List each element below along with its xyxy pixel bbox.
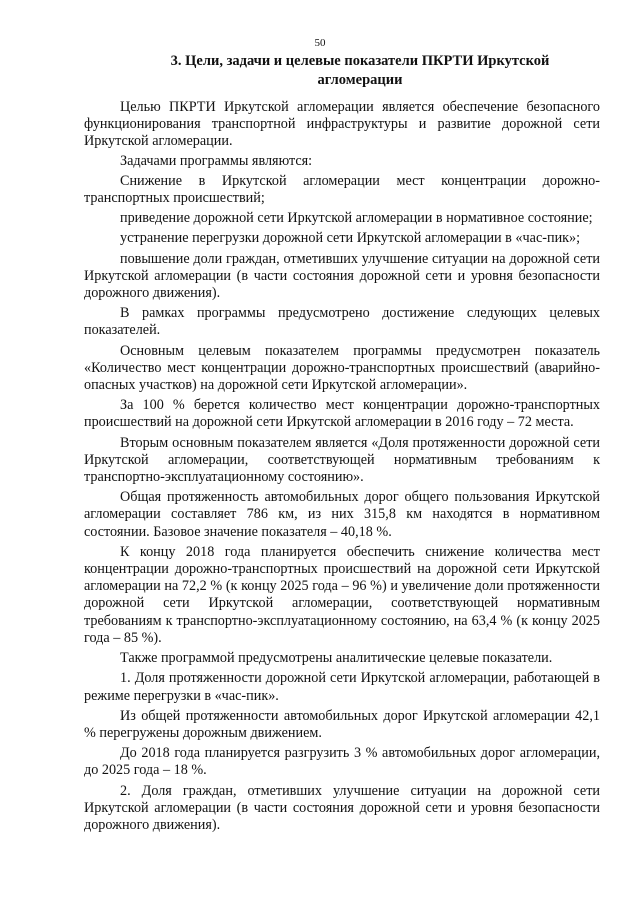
paragraph-tasks-intro: Задачами программы являются: — [120, 152, 313, 169]
section-title: 3. Цели, задачи и целевые показатели ПКРТИ Иркутской агломерации — [170, 53, 550, 88]
paragraph-baseline-2: Общая протяженность автомобильных дорог общего пользования Иркутской агломерации составляет 786 км, из них 315,8 км находятся в нормативном состоянии. Базовое значение показателя – 40,18 %. — [84, 489, 600, 540]
paragraph-task-2: приведение дорожной сети Иркутской агломерации в нормативное состояние; — [120, 210, 593, 227]
paragraph-analytic-1-plan: До 2018 года планируется разгрузить 3 % автомобильных дорог агломерации, до 2025 года – 18 %. — [84, 745, 600, 779]
paragraph-task-4: повышение доли граждан, отметивших улучшение ситуации на дорожной сети Иркутской агломерации (в части состояния дорожной сети и уровня безопасности дорожного движения). — [84, 250, 600, 302]
paragraph-task-3: устранение перегрузки дорожной сети Иркутской агломерации в «час-пик»; — [120, 230, 581, 247]
paragraph-analytic-1: 1. Доля протяженности дорожной сети Иркутской агломерации, работающей в режиме перегрузки в «час-пик». — [84, 670, 600, 704]
paragraph-analytic-intro: Также программой предусмотрены аналитические целевые показатели. — [120, 650, 553, 667]
paragraph-plan-2018: К концу 2018 года планируется обеспечить снижение количества мест концентрации дорожно-транспортных происшествий на дорожной сети Иркутской агломерации на 72,2 % (к концу 2025 года – 96 %) и увеличение доли протяженности дорожной сети Иркутской агломерации, соответствующей нормативным требованиям к транспортно-эксплуатационному состоянию, на 63,4 % (к концу 2025 года – 85 %). — [84, 543, 600, 646]
paragraph-baseline-1: За 100 % берется количество мест концентрации дорожно-транспортных происшествий на дорожной сети Иркутской агломерации в 2016 году – 72 места. — [84, 397, 600, 431]
document-body — [84, 99, 600, 834]
paragraph-goal: Целью ПКРТИ Иркутской агломерации является обеспечение безопасного функционирования транспортной инфраструктуры и развитие дорожной сети Иркутской агломерации. — [84, 99, 600, 150]
paragraph-targets-intro: В рамках программы предусмотрено достижение следующих целевых показателей. — [84, 305, 600, 339]
paragraph-analytic-1-fact: Из общей протяженности автомобильных дорог Иркутской агломерации 42,1 % перегружены дорожным движением. — [84, 707, 600, 741]
paragraph-main-indicator-2: Вторым основным показателем является «Доля протяженности дорожной сети Иркутской агломерации, соответствующей нормативным требованиям к транспортно-эксплуатационному состоянию». — [84, 434, 600, 486]
paragraph-task-1: Снижение в Иркутской агломерации мест концентрации дорожно-транспортных происшествий; — [84, 172, 600, 207]
page-number: 50 — [314, 37, 326, 49]
paragraph-analytic-2: 2. Доля граждан, отметивших улучшение ситуации на дорожной сети Иркутской агломерации (в части состояния дорожной сети и уровня безопасности дорожного движения). — [84, 782, 600, 833]
paragraph-main-indicator-1: Основным целевым показателем программы предусмотрен показатель «Количество мест концентрации дорожно-транспортных происшествий (аварийно-опасных участков) на дорожной сети Иркутской агломерации». — [84, 342, 600, 394]
